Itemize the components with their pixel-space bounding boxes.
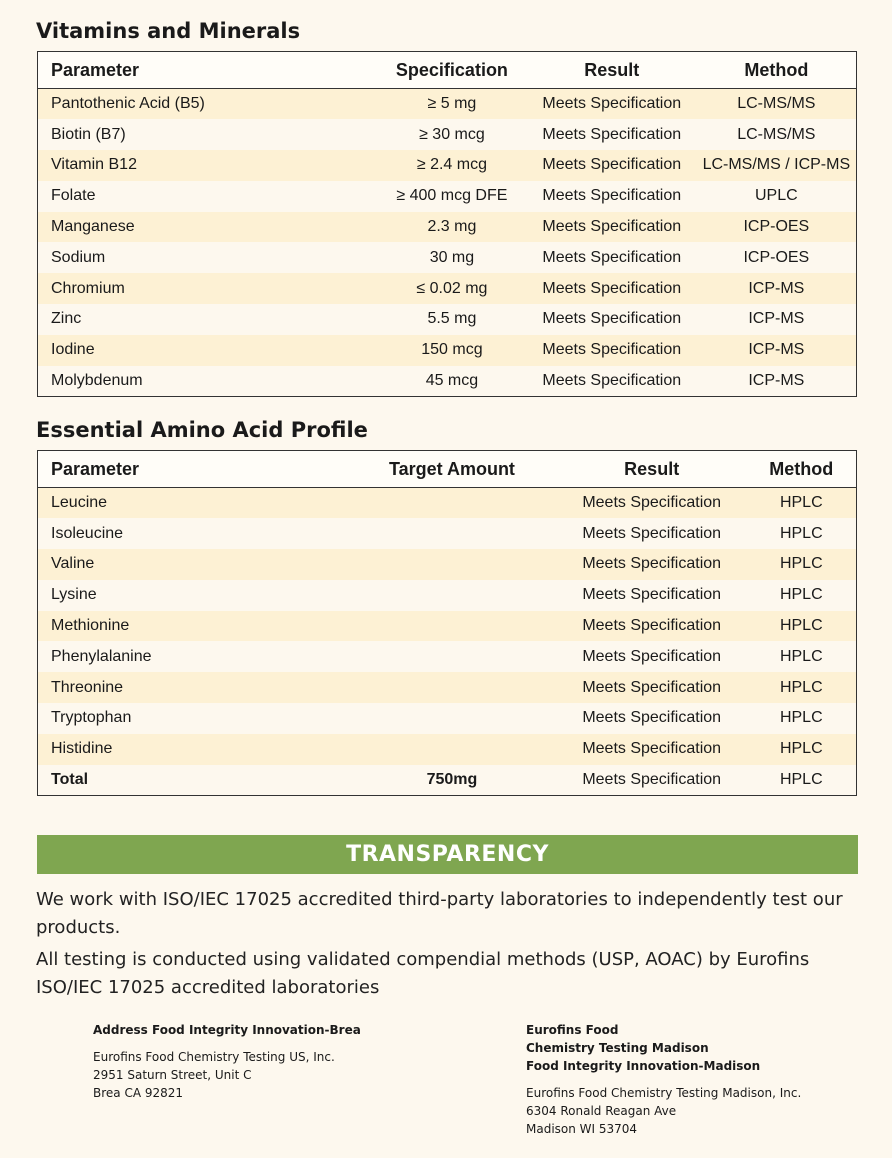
method-cell: ICP-MS bbox=[697, 335, 857, 366]
amount-cell bbox=[347, 672, 557, 703]
table-row bbox=[38, 518, 857, 549]
transparency-paragraph: All testing is conducted using validated compendial methods (USP, AOAC) by Eurofins ISO/IEC 17025 accredited laboratories bbox=[36, 949, 810, 998]
result-cell: Meets Specification bbox=[557, 703, 747, 734]
amount-cell: ≥ 2.4 mcg bbox=[377, 150, 527, 181]
method-cell: ICP-MS bbox=[697, 304, 857, 335]
result-cell: Meets Specification bbox=[527, 181, 697, 212]
column-header: Method bbox=[747, 451, 857, 488]
column-header: Result bbox=[557, 451, 747, 488]
parameter-cell: Biotin (B7) bbox=[38, 119, 377, 150]
result-cell: Meets Specification bbox=[527, 242, 697, 273]
parameter-cell: Chromium bbox=[38, 273, 377, 304]
result-cell: Meets Specification bbox=[557, 641, 747, 672]
address-line: Eurofins Food Chemistry Testing Madison, Inc. bbox=[526, 1086, 802, 1100]
method-cell: LC-MS/MS bbox=[697, 119, 857, 150]
vitamins-table bbox=[37, 51, 857, 397]
result-cell: Meets Specification bbox=[557, 488, 747, 519]
amount-cell: 150 mcg bbox=[377, 335, 527, 366]
total-amount: 750mg bbox=[347, 765, 557, 796]
method-cell: HPLC bbox=[747, 488, 857, 519]
parameter-cell: Folate bbox=[38, 181, 377, 212]
method-cell: HPLC bbox=[747, 641, 857, 672]
result-cell: Meets Specification bbox=[557, 518, 747, 549]
amount-cell: 5.5 mg bbox=[377, 304, 527, 335]
total-row bbox=[38, 765, 857, 796]
address-heading: Eurofins Food bbox=[526, 1023, 619, 1037]
result-cell: Meets Specification bbox=[527, 366, 697, 397]
transparency-banner: TRANSPARENCY bbox=[37, 835, 858, 874]
table-row bbox=[38, 212, 857, 243]
table-header-row bbox=[38, 451, 857, 488]
address-heading: Chemistry Testing Madison bbox=[526, 1041, 709, 1055]
column-header: Result bbox=[527, 52, 697, 89]
parameter-cell: Pantothenic Acid (B5) bbox=[38, 89, 377, 120]
parameter-cell: Iodine bbox=[38, 335, 377, 366]
amount-cell: ≤ 0.02 mg bbox=[377, 273, 527, 304]
column-header: Specification bbox=[377, 52, 527, 89]
table-row bbox=[38, 119, 857, 150]
parameter-cell: Methionine bbox=[38, 611, 348, 642]
result-cell: Meets Specification bbox=[527, 150, 697, 181]
table-row bbox=[38, 89, 857, 120]
method-cell: ICP-MS bbox=[697, 366, 857, 397]
result-cell: Meets Specification bbox=[557, 549, 747, 580]
method-cell: ICP-OES bbox=[697, 212, 857, 243]
method-cell: HPLC bbox=[747, 518, 857, 549]
result-cell: Meets Specification bbox=[557, 611, 747, 642]
amino-table bbox=[37, 450, 857, 796]
method-cell: UPLC bbox=[697, 181, 857, 212]
parameter-cell: Valine bbox=[38, 549, 348, 580]
result-cell: Meets Specification bbox=[527, 273, 697, 304]
column-header: Parameter bbox=[38, 52, 377, 89]
parameter-cell: Phenylalanine bbox=[38, 641, 348, 672]
method-cell: HPLC bbox=[747, 703, 857, 734]
table-row bbox=[38, 703, 857, 734]
vitamins-title: Vitamins and Minerals bbox=[36, 19, 301, 43]
parameter-cell: Zinc bbox=[38, 304, 377, 335]
result-cell: Meets Specification bbox=[557, 580, 747, 611]
result-cell: Meets Specification bbox=[527, 119, 697, 150]
method-cell: ICP-OES bbox=[697, 242, 857, 273]
address-line: Eurofins Food Chemistry Testing US, Inc. bbox=[93, 1050, 335, 1064]
method-cell: LC-MS/MS bbox=[697, 89, 857, 120]
address-heading: Address Food Integrity Innovation-Brea bbox=[93, 1023, 361, 1037]
amount-cell bbox=[347, 518, 557, 549]
table-row bbox=[38, 366, 857, 397]
address-line: 6304 Ronald Reagan Ave bbox=[526, 1104, 677, 1118]
amino-title: Essential Amino Acid Profile bbox=[36, 418, 368, 442]
table-row bbox=[38, 611, 857, 642]
amount-cell bbox=[347, 580, 557, 611]
result-cell: Meets Specification bbox=[527, 212, 697, 243]
result-cell: Meets Specification bbox=[527, 89, 697, 120]
method-cell: HPLC bbox=[747, 765, 857, 796]
result-cell: Meets Specification bbox=[527, 304, 697, 335]
amount-cell bbox=[347, 488, 557, 519]
column-header: Parameter bbox=[38, 451, 348, 488]
table-row bbox=[38, 734, 857, 765]
table-row bbox=[38, 242, 857, 273]
table-row bbox=[38, 304, 857, 335]
method-cell: HPLC bbox=[747, 549, 857, 580]
parameter-cell: Sodium bbox=[38, 242, 377, 273]
address-line: Madison WI 53704 bbox=[526, 1122, 638, 1136]
address-line: 2951 Saturn Street, Unit C bbox=[93, 1068, 252, 1082]
amount-cell bbox=[347, 611, 557, 642]
parameter-cell: Isoleucine bbox=[38, 518, 348, 549]
table-row bbox=[38, 150, 857, 181]
address-madison bbox=[526, 1021, 801, 1138]
address-heading: Food Integrity Innovation-Madison bbox=[526, 1059, 761, 1073]
amount-cell: 2.3 mg bbox=[377, 212, 527, 243]
parameter-cell: Vitamin B12 bbox=[38, 150, 377, 181]
parameter-cell: Manganese bbox=[38, 212, 377, 243]
parameter-cell: Lysine bbox=[38, 580, 348, 611]
total-label: Total bbox=[38, 765, 348, 796]
table-row bbox=[38, 580, 857, 611]
result-cell: Meets Specification bbox=[557, 765, 747, 796]
amount-cell bbox=[347, 549, 557, 580]
parameter-cell: Tryptophan bbox=[38, 703, 348, 734]
transparency-paragraph: We work with ISO/IEC 17025 accredited third-party laboratories to independently test our products. bbox=[36, 889, 843, 938]
amount-cell: 30 mg bbox=[377, 242, 527, 273]
table-row bbox=[38, 641, 857, 672]
result-cell: Meets Specification bbox=[557, 734, 747, 765]
amount-cell: ≥ 400 mcg DFE bbox=[377, 181, 527, 212]
table-row bbox=[38, 672, 857, 703]
parameter-cell: Histidine bbox=[38, 734, 348, 765]
result-cell: Meets Specification bbox=[557, 672, 747, 703]
parameter-cell: Molybdenum bbox=[38, 366, 377, 397]
amount-cell bbox=[347, 734, 557, 765]
method-cell: LC-MS/MS / ICP-MS bbox=[697, 150, 857, 181]
amount-cell bbox=[347, 641, 557, 672]
address-brea bbox=[93, 1021, 361, 1102]
table-row bbox=[38, 335, 857, 366]
method-cell: HPLC bbox=[747, 734, 857, 765]
amount-cell bbox=[347, 703, 557, 734]
address-line: Brea CA 92821 bbox=[93, 1086, 184, 1100]
method-cell: HPLC bbox=[747, 580, 857, 611]
method-cell: ICP-MS bbox=[697, 273, 857, 304]
table-row bbox=[38, 273, 857, 304]
method-cell: HPLC bbox=[747, 611, 857, 642]
method-cell: HPLC bbox=[747, 672, 857, 703]
table-row bbox=[38, 549, 857, 580]
column-header: Target Amount bbox=[347, 451, 557, 488]
column-header: Method bbox=[697, 52, 857, 89]
amount-cell: ≥ 5 mg bbox=[377, 89, 527, 120]
parameter-cell: Leucine bbox=[38, 488, 348, 519]
result-cell: Meets Specification bbox=[527, 335, 697, 366]
table-row bbox=[38, 488, 857, 519]
table-header-row bbox=[38, 52, 857, 89]
parameter-cell: Threonine bbox=[38, 672, 348, 703]
table-row bbox=[38, 181, 857, 212]
amount-cell: 45 mcg bbox=[377, 366, 527, 397]
amount-cell: ≥ 30 mcg bbox=[377, 119, 527, 150]
